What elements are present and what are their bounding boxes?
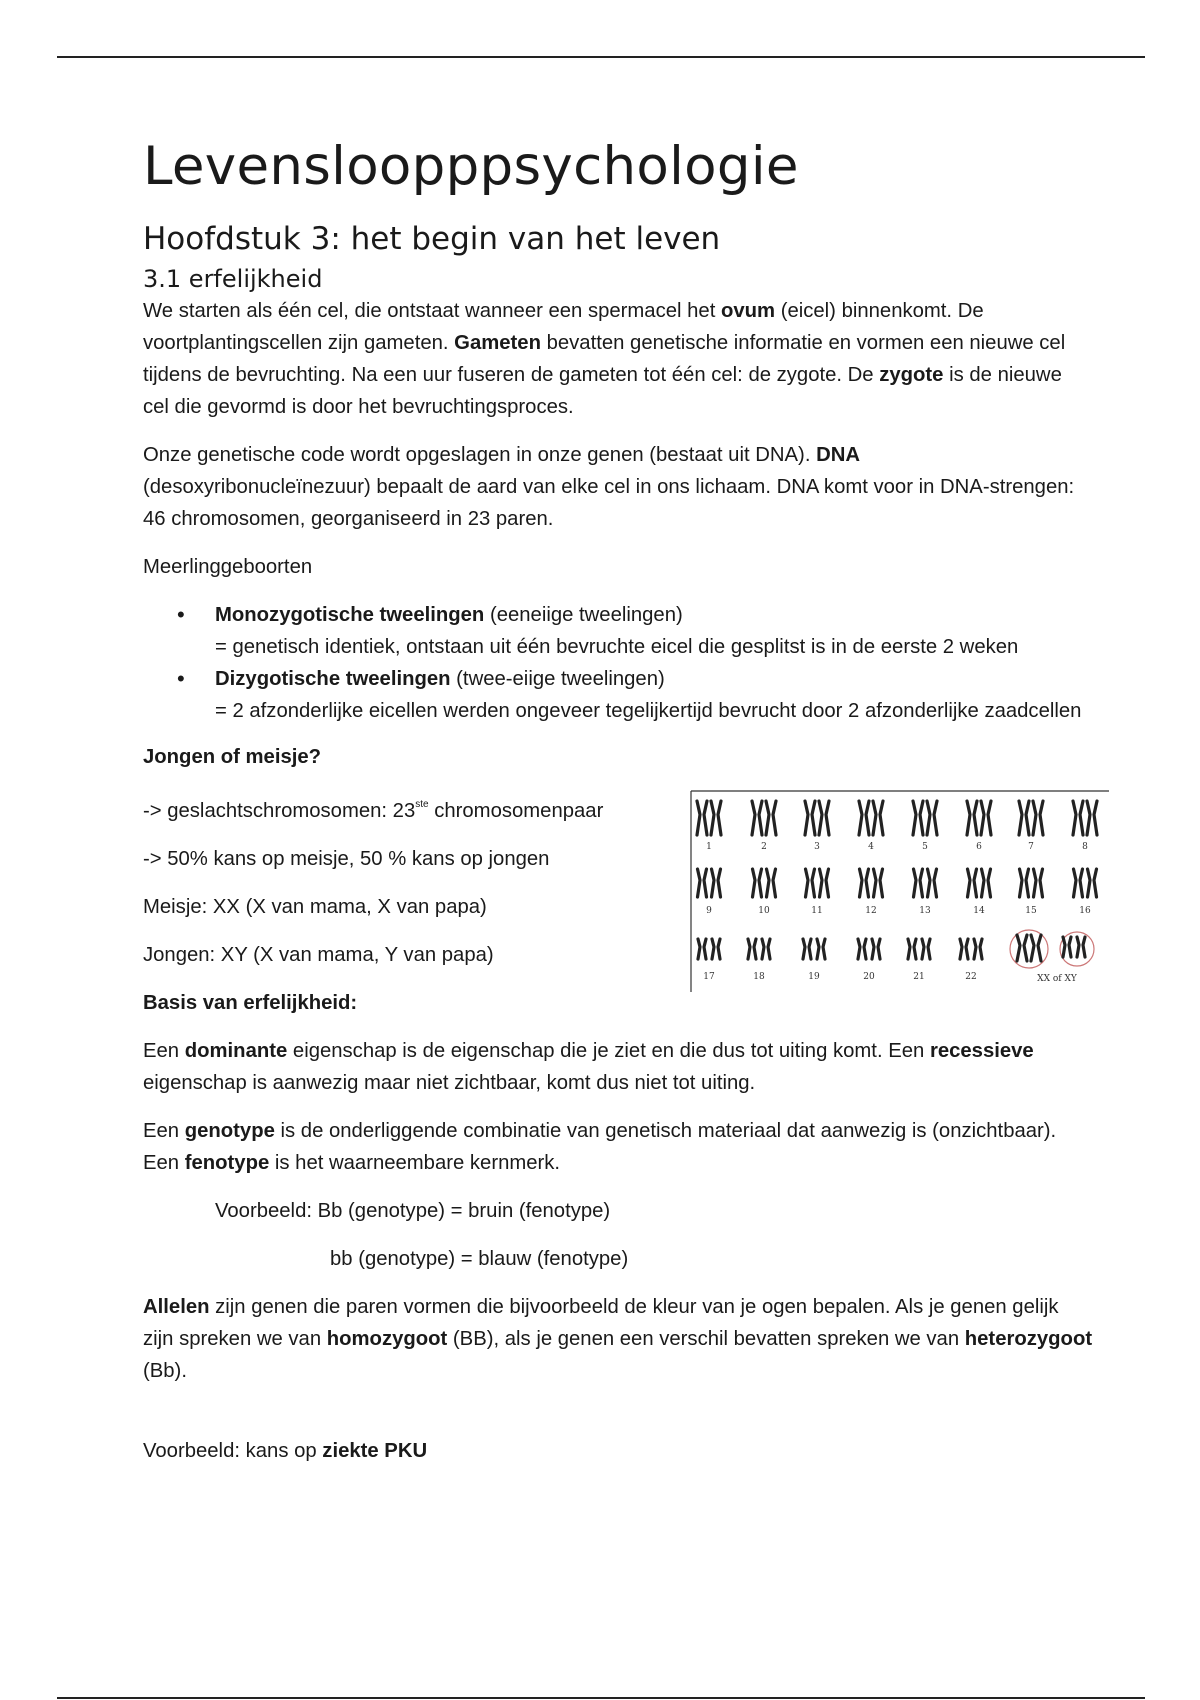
sex-line-4: Jongen: XY (X van mama, Y van papa) bbox=[143, 944, 494, 966]
chromosome-pair bbox=[1019, 801, 1043, 835]
sex-line-2: -> 50% kans op meisje, 50 % kans op jongen bbox=[143, 848, 550, 870]
multiples-list bbox=[143, 599, 1093, 727]
chromosome-pair bbox=[1063, 937, 1085, 957]
chromosome-pair bbox=[1074, 869, 1097, 897]
chromosome-number: 12 bbox=[865, 906, 877, 916]
section-heading: 3.1 erfelijkheid bbox=[143, 265, 323, 293]
chromosome-pair bbox=[697, 801, 721, 835]
chromosome-pair bbox=[753, 869, 776, 897]
chromosome-pair bbox=[1017, 935, 1041, 961]
pku-line: Voorbeeld: kans op ziekte PKU bbox=[143, 1440, 428, 1462]
multiples-heading: Meerlinggeboorten bbox=[143, 556, 313, 578]
chromosome-pair bbox=[698, 939, 720, 959]
chromosome-pair bbox=[748, 939, 770, 959]
dominance-paragraph: Een dominante eigenschap is de eigenschap die je ziet en die dus tot uiting komt. Een recessieve eigenschap is aanwezig maar niet zichtbaar, komt dus niet tot uiting. bbox=[143, 1040, 1034, 1094]
karyotype-image bbox=[689, 789, 1109, 994]
chromosome-number: 10 bbox=[758, 906, 770, 916]
top-rule bbox=[57, 56, 1145, 58]
chromosome-number: 18 bbox=[753, 972, 765, 982]
sex-section bbox=[143, 789, 1093, 984]
chromosome-number: 1 bbox=[706, 842, 712, 852]
chromosome-pair bbox=[908, 939, 930, 959]
chromosome-number: 19 bbox=[808, 972, 820, 982]
chromosome-number: 21 bbox=[913, 972, 925, 982]
chromosome-number: 7 bbox=[1028, 842, 1034, 852]
list-item: • Dizygotische tweelingen (twee-eiige tweelingen) = 2 afzonderlijke eicellen werden ongeveer tegelijkertijd bevrucht door 2 afzonderlijke zaadcellen bbox=[215, 663, 1093, 727]
alleles-paragraph: Allelen zijn genen die paren vormen die bijvoorbeeld de kleur van je ogen bepalen. Als je genen gelijk zijn spreken we van homozygoot (BB), als je genen een verschil bevatten spreken we van heterozygoot (Bb). bbox=[143, 1296, 1093, 1382]
sex-heading: Jongen of meisje? bbox=[143, 746, 322, 768]
chromosome-pair bbox=[805, 801, 829, 835]
genotype-paragraph: Een genotype is de onderliggende combinatie van genetisch materiaal dat aanwezig is (onzichtbaar). Een fenotype is het waarneembare kernmerk. bbox=[143, 1120, 1057, 1174]
chromosome-number: 2 bbox=[761, 842, 767, 852]
chromosome-number: 9 bbox=[706, 906, 712, 916]
chromosome-number: 22 bbox=[965, 972, 977, 982]
chromosome-pair bbox=[752, 801, 776, 835]
sex-line-1: -> geslachtschromosomen: 23ste chromosomenpaar bbox=[143, 799, 604, 822]
chromosome-pair bbox=[1020, 869, 1043, 897]
dna-paragraph: Onze genetische code wordt opgeslagen in onze genen (bestaat uit DNA). DNA (desoxyribonucleïnezuur) bepaalt de aard van elke cel in ons lichaam. DNA komt voor in DNA-strengen: 46 chromosomen, georganiseerd in 23 paren. bbox=[143, 444, 1075, 530]
chromosome-number: 14 bbox=[973, 906, 985, 916]
chromosome-number: 16 bbox=[1079, 906, 1091, 916]
chromosome-number: 6 bbox=[976, 842, 982, 852]
chromosome-number: 5 bbox=[922, 842, 928, 852]
chromosome-number: 3 bbox=[814, 842, 820, 852]
chromosome-pair bbox=[967, 801, 991, 835]
heredity-heading: Basis van erfelijkheid: bbox=[143, 992, 358, 1014]
chromosome-number: 8 bbox=[1082, 842, 1088, 852]
list-item: • Monozygotische tweelingen (eeneiige tweelingen) = genetisch identiek, ontstaan uit één bevruchte eicel die gesplitst is in de eerste 2 weken bbox=[215, 599, 1093, 663]
chromosome-number: 11 bbox=[811, 906, 823, 916]
chromosome-pair bbox=[913, 801, 937, 835]
chromosome-number: 17 bbox=[703, 972, 715, 982]
chromosome-number: 20 bbox=[863, 972, 875, 982]
chromosome-pair bbox=[1073, 801, 1097, 835]
chromosome-number: 4 bbox=[868, 842, 874, 852]
chromosome-pair bbox=[968, 869, 991, 897]
document-body bbox=[143, 136, 1093, 1483]
chromosome-pair bbox=[806, 869, 829, 897]
chromosome-pair bbox=[858, 939, 880, 959]
sex-line-3: Meisje: XX (X van mama, X van papa) bbox=[143, 896, 487, 918]
sex-chromosome-label: XX of XY bbox=[1037, 974, 1077, 984]
chromosome-pair bbox=[698, 869, 721, 897]
chromosome-pair bbox=[860, 869, 883, 897]
document-title: Levensloopppsychologie bbox=[143, 136, 799, 197]
chromosome-pair bbox=[914, 869, 937, 897]
bottom-rule bbox=[57, 1697, 1145, 1699]
chromosome-number: 15 bbox=[1025, 906, 1037, 916]
chromosome-pair bbox=[859, 801, 883, 835]
intro-paragraph: We starten als één cel, die ontstaat wanneer een spermacel het ovum (eicel) binnenkomt. De voortplantingscellen zijn gameten. Gameten bevatten genetische informatie en vormen een nieuwe cel tijdens de bevruchting. Na een uur fuseren de gameten tot één cel: de zygote. De zygote is de nieuwe cel die gevormd is door het bevruchtingsproces. bbox=[143, 300, 1066, 418]
chromosome-pair bbox=[803, 939, 825, 959]
example-line-2: bb (genotype) = blauw (fenotype) bbox=[330, 1248, 629, 1270]
example-line-1: Voorbeeld: Bb (genotype) = bruin (fenotype) bbox=[215, 1200, 611, 1222]
chromosome-pair bbox=[960, 939, 982, 959]
chromosome-number: 13 bbox=[919, 906, 931, 916]
chapter-heading: Hoofdstuk 3: het begin van het leven bbox=[143, 221, 721, 257]
